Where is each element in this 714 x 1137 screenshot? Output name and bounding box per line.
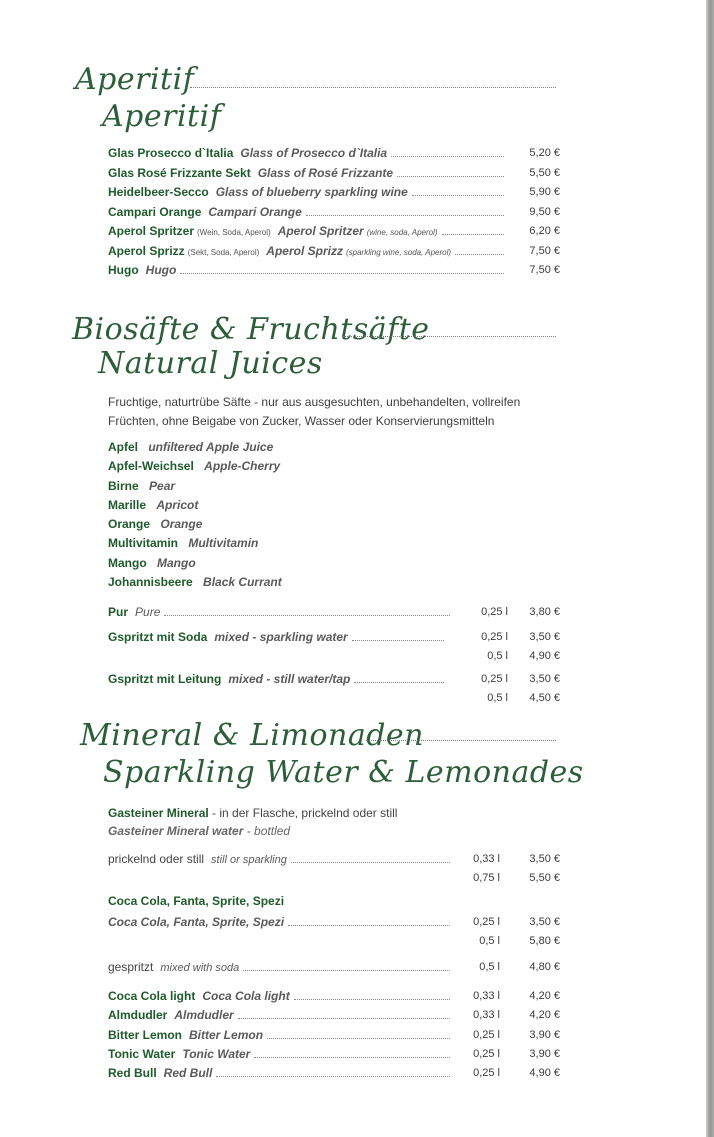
price: 7,50 € bbox=[529, 264, 560, 276]
section-heading-de: Aperitif bbox=[75, 62, 195, 97]
list-item: Johannisbeere Black Currant bbox=[108, 575, 282, 590]
price: 3,90 € bbox=[529, 1048, 560, 1060]
price: 3,80 € bbox=[529, 606, 560, 618]
list-item: Apfel unfiltered Apple Juice bbox=[108, 440, 274, 454]
menu-item: gespritzt mixed with soda bbox=[108, 958, 454, 976]
juice-flavor-list bbox=[108, 438, 282, 592]
list-item: Apfel-Weichsel Apple-Cherry bbox=[108, 459, 281, 474]
heading-leader bbox=[342, 336, 556, 337]
volume: 0,33 l bbox=[473, 1009, 500, 1021]
volume: 0,5 l bbox=[479, 935, 500, 947]
price: 4,20 € bbox=[529, 990, 560, 1002]
page-edge-decoration bbox=[706, 0, 714, 1137]
list-item: Birne Pear bbox=[108, 478, 176, 493]
menu-item: Coca Cola, Fanta, Sprite, Spezi bbox=[108, 913, 454, 931]
price: 4,20 € bbox=[529, 1009, 560, 1021]
volume: 0,25 l bbox=[481, 631, 508, 643]
volume: 0,33 l bbox=[473, 990, 500, 1002]
juice-description: Fruchtige, naturtrübe Säfte - nur aus ausgesuchten, unbehandelten, vollreifen Früchten, ohne Beigabe von Zucker, Wasser oder Konservierungsmitteln bbox=[108, 395, 521, 428]
section-heading-de: Mineral & Limonaden bbox=[80, 718, 424, 753]
menu-item: Heidelbeer-Secco Glass of blueberry sparkling wine bbox=[108, 183, 508, 201]
gasteiner-description: Gasteiner Mineral - in der Flasche, prickelnd oder still Gasteiner Mineral water - bottled bbox=[108, 806, 398, 838]
volume: 0,5 l bbox=[487, 692, 508, 704]
menu-item: Gspritzt mit Leitung mixed - still water/tap bbox=[108, 670, 448, 688]
menu-item: Aperol Spritzer (Wein, Soda, Aperol) Aperol Spritzer (wine, soda, Aperol) bbox=[108, 222, 508, 240]
list-item: Marille Apricot bbox=[108, 497, 199, 512]
price: 5,20 € bbox=[529, 147, 560, 159]
price: 7,50 € bbox=[529, 245, 560, 257]
price: 3,50 € bbox=[529, 673, 560, 685]
price: 5,50 € bbox=[529, 167, 560, 179]
price: 4,90 € bbox=[529, 1067, 560, 1079]
price: 3,90 € bbox=[529, 1029, 560, 1041]
list-item: Mango Mango bbox=[108, 555, 196, 570]
heading-leader bbox=[190, 87, 556, 88]
menu-item: Glas Rosé Frizzante Sekt Glass of Rosé Frizzante bbox=[108, 164, 508, 182]
volume: 0,5 l bbox=[487, 650, 508, 662]
price: 5,50 € bbox=[529, 872, 560, 884]
volume: 0,25 l bbox=[481, 606, 508, 618]
list-item: Multivitamin Multivitamin bbox=[108, 536, 259, 551]
price: 4,50 € bbox=[529, 692, 560, 704]
menu-item: Glas Prosecco d`Italia Glass of Prosecco d`Italia bbox=[108, 144, 508, 162]
volume: 0,25 l bbox=[473, 916, 500, 928]
price: 9,50 € bbox=[529, 206, 560, 218]
menu-item: Pur Pure bbox=[108, 603, 454, 621]
heading-leader bbox=[366, 740, 556, 741]
menu-item: prickelnd oder still still or sparkling bbox=[108, 850, 454, 868]
menu-item: Coca Cola light Coca Cola light bbox=[108, 987, 454, 1005]
section-heading-en: Aperitif bbox=[102, 99, 222, 134]
section-heading-en: Natural Juices bbox=[98, 346, 323, 381]
menu-item: Almdudler Almdudler bbox=[108, 1006, 454, 1024]
menu-item: Campari Orange Campari Orange bbox=[108, 203, 508, 221]
price: 5,90 € bbox=[529, 186, 560, 198]
price: 3,50 € bbox=[529, 853, 560, 865]
price: 3,50 € bbox=[529, 631, 560, 643]
volume: 0,75 l bbox=[473, 872, 500, 884]
volume: 0,25 l bbox=[473, 1048, 500, 1060]
price: 6,20 € bbox=[529, 225, 560, 237]
menu-item: Gspritzt mit Soda mixed - sparkling water bbox=[108, 628, 448, 646]
menu-item: Tonic Water Tonic Water bbox=[108, 1045, 454, 1063]
menu-item: Aperol Sprizz (Sekt, Soda, Aperol) Aperol Sprizz (sparkling wine, soda, Aperol) bbox=[108, 242, 508, 260]
price: 3,50 € bbox=[529, 916, 560, 928]
list-item: Orange Orange bbox=[108, 517, 203, 532]
section-heading-de: Biosäfte & Fruchtsäfte bbox=[72, 312, 430, 347]
price: 4,90 € bbox=[529, 650, 560, 662]
volume: 0,25 l bbox=[473, 1067, 500, 1079]
menu-item: Hugo Hugo bbox=[108, 261, 508, 279]
menu-item: Red Bull Red Bull bbox=[108, 1064, 454, 1082]
cola-group-title: Coca Cola, Fanta, Sprite, Spezi bbox=[108, 894, 285, 908]
volume: 0,25 l bbox=[473, 1029, 500, 1041]
volume: 0,25 l bbox=[481, 673, 508, 685]
section-heading-en: Sparkling Water & Lemonades bbox=[103, 755, 584, 790]
price: 5,80 € bbox=[529, 935, 560, 947]
menu-item: Bitter Lemon Bitter Lemon bbox=[108, 1026, 454, 1044]
price: 4,80 € bbox=[529, 961, 560, 973]
volume: 0,33 l bbox=[473, 853, 500, 865]
volume: 0,5 l bbox=[479, 961, 500, 973]
